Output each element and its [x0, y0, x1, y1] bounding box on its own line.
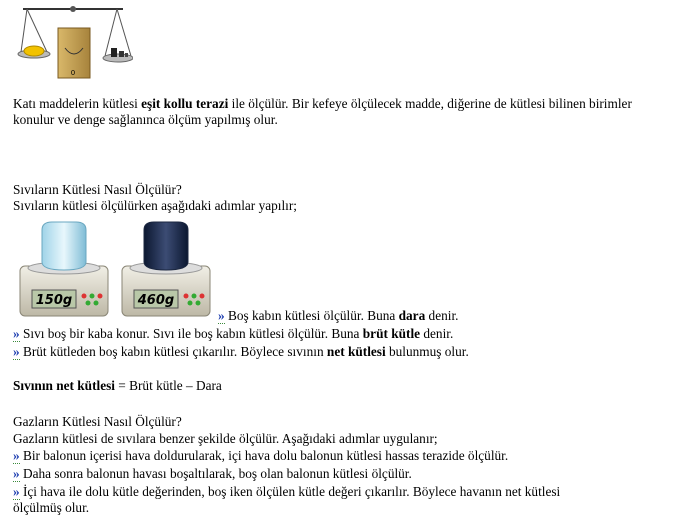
scale1-reading: 150g	[35, 293, 73, 308]
gas-step-1: » Bir balonun içerisi hava doldurularak, içi hava dolu balonun kütlesi hassas terazide ölçülür.	[13, 448, 509, 463]
liquids-intro: Sıvıların kütlesi ölçülürken aşağıdaki adımlar yapılır;	[13, 198, 297, 213]
gas-step-3-cont: ölçülmüş olur.	[13, 500, 90, 515]
gas-step-2: » Daha sonra balonun havası boşaltılarak, boş olan balonun kütlesi ölçülür.	[13, 466, 412, 481]
liquid-step-1: » Boş kabın kütlesi ölçülür. Buna dara denir.	[218, 308, 459, 323]
scale2-reading: 460g	[137, 293, 175, 308]
digital-scales-illustration	[18, 220, 214, 318]
net-mass-formula: Sıvının net kütlesi = Brüt kütle – Dara	[13, 378, 222, 393]
gas-step-3: » İçi hava ile dolu kütle değerinden, boş iken ölçülen kütle değeri çıkarılır. Böylece havanın net kütlesi	[13, 484, 561, 499]
liquid-step-2: » Sıvı boş bir kaba konur. Sıvı ile boş kabın kütlesi ölçülür. Buna brüt kütle denir.	[13, 326, 454, 341]
gases-heading: Gazların Kütlesi Nasıl Ölçülür?	[13, 414, 182, 429]
balance-scale-illustration	[13, 0, 133, 82]
liquid-step-3: » Brüt kütleden boş kabın kütlesi çıkarılır. Böylece sıvının net kütlesi bulunmuş olur.	[13, 344, 469, 359]
svg-text:0: 0	[70, 69, 76, 77]
gases-intro: Gazların kütlesi de sıvılara benzer şekilde ölçülür. Aşağıdaki adımlar uygulanır;	[13, 431, 438, 446]
paragraph-solids: Katı maddelerin kütlesi eşit kollu terazi ile ölçülür. Bir kefeye ölçülecek madde, diğerine de kütlesi bilinen birimler konulur ve denge sağlanınca ölçüm yapılmış olur.	[13, 96, 632, 127]
liquids-heading: Sıvıların Kütlesi Nasıl Ölçülür?	[13, 182, 182, 197]
